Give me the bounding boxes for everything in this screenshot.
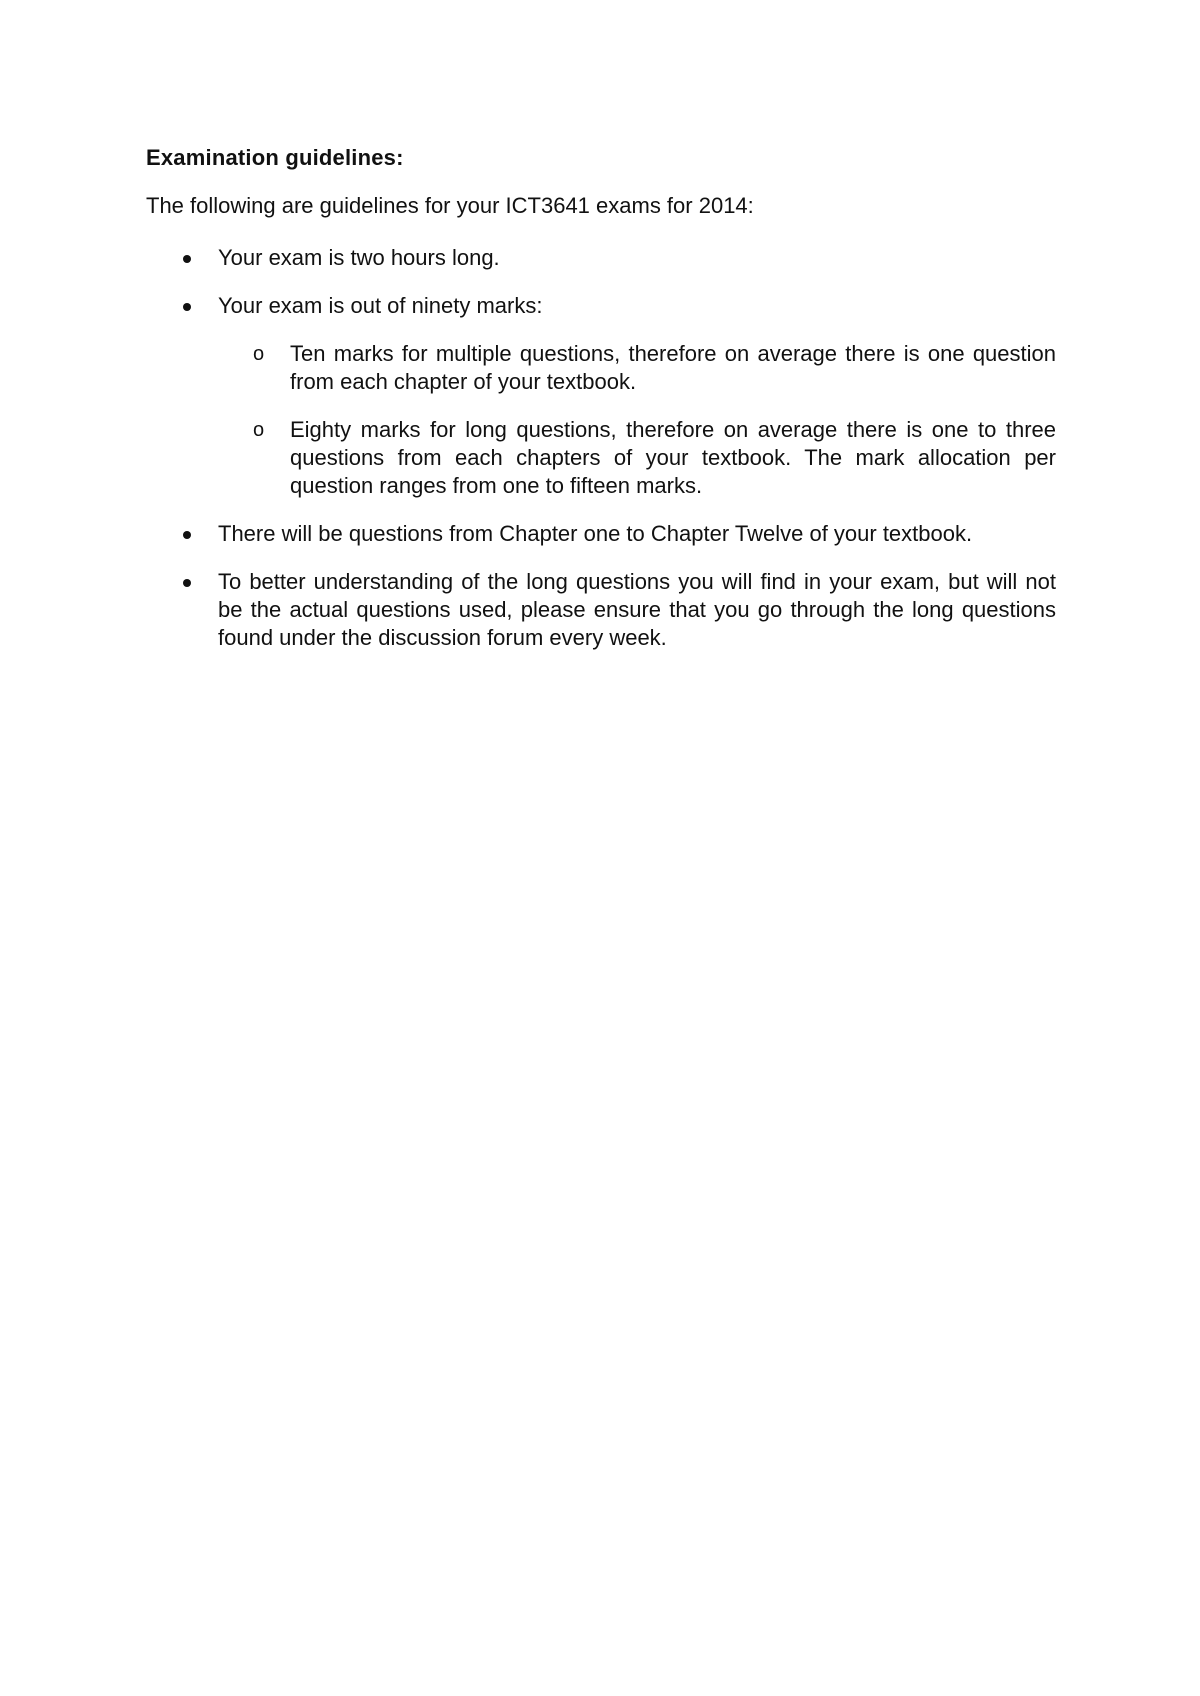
list-item bbox=[146, 244, 1056, 272]
sub-list-item bbox=[218, 416, 1056, 500]
sub-list-item-text: Eighty marks for long questions, therefore on average there is one to three questions from each chapters of your textbook. The mark allocation per question ranges from one to fifteen marks. bbox=[290, 417, 1056, 498]
circle-bullet-icon: o bbox=[253, 419, 265, 441]
circle-bullet-icon: o bbox=[253, 343, 265, 365]
list-item bbox=[146, 292, 1056, 500]
list-item bbox=[146, 568, 1056, 652]
bullet-icon bbox=[183, 303, 191, 311]
sub-list-item-text: Ten marks for multiple questions, therefore on average there is one question from each chapter of your textbook. bbox=[290, 341, 1056, 394]
bullet-icon bbox=[183, 531, 191, 539]
list-item-text: Your exam is two hours long. bbox=[218, 245, 500, 270]
sub-list-item bbox=[218, 340, 1056, 396]
list-item-text: To better understanding of the long questions you will find in your exam, but will not be the actual questions used, please ensure that you go through the long questions found under the discussion forum every week. bbox=[218, 569, 1056, 650]
bullet-icon bbox=[183, 255, 191, 263]
intro-paragraph: The following are guidelines for your ICT3641 exams for 2014: bbox=[146, 193, 754, 218]
marks-breakdown-list bbox=[218, 340, 1056, 500]
list-item-text: There will be questions from Chapter one to Chapter Twelve of your textbook. bbox=[218, 521, 973, 546]
list-item-text: Your exam is out of ninety marks: bbox=[218, 293, 543, 318]
page-heading: Examination guidelines: bbox=[146, 145, 404, 170]
list-item bbox=[146, 520, 1056, 548]
bullet-icon bbox=[183, 579, 191, 587]
guidelines-list bbox=[146, 244, 1056, 672]
